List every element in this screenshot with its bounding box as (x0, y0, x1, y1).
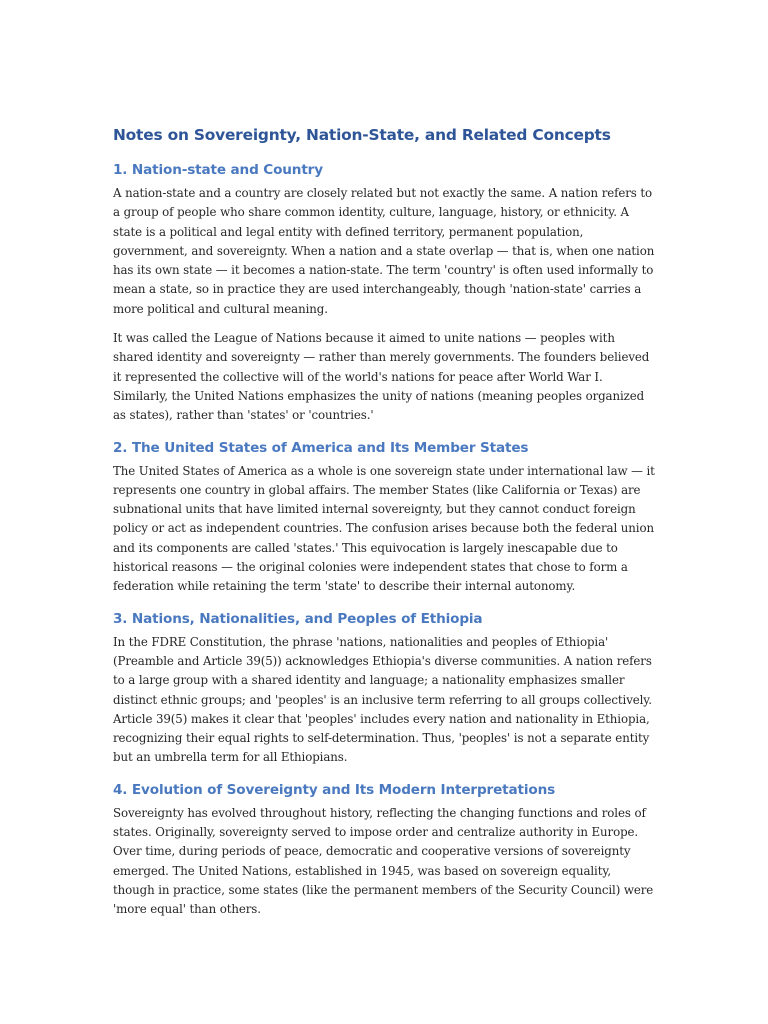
paragraph: Sovereignty has evolved throughout history, reflecting the changing functions and roles of states. Originally, sovereignty served to impose order and centralize authority in Europe. Over time, during periods of peace, democratic and cooperative versions of sovereignty emerged. The United Nations, established in 1945, was based on sovereign equality, though in practice, some states (like the permanent members of the Security Council) were 'more equal' than others. (113, 805, 654, 917)
paragraph: A nation-state and a country are closely related but not exactly the same. A nation refers to a group of people who share common identity, culture, language, history, or ethnicity. A state is a political and legal entity with defined territory, permanent population, government, and sovereignty. When a nation and a state overlap — that is, when one nation has its own state — it becomes a nation-state. The term 'country' is often used informally to mean a state, so in practice they are used interchangeably, though 'nation-state' carries a more political and cultural meaning. (113, 186, 655, 316)
section-usa-member-states (113, 437, 655, 597)
paragraph: The United States of America as a whole is one sovereign state under international law — it represents one country in global affairs. The member States (like California or Texas) are subnational units that have limited internal sovereignty, but they cannot conduct foreign policy or act as independent countries. The confusion arises because both the federal union and its components are called 'states.' This equivocation is largely inescapable due to historical reasons — the original colonies were independent states that chose to form a federation while retaining the term 'state' to describe their internal autonomy. (113, 463, 655, 594)
section-sovereignty-evolution (113, 779, 655, 920)
paragraph: It was called the League of Nations because it aimed to unite nations — peoples with shared identity and sovereignty — rather than merely governments. The founders believed it represented the collective will of the world's nations for peace after World War I. Similarly, the United Nations emphasizes the unity of nations (meaning peoples organized as states), rather than 'states' or 'countries.' (113, 331, 650, 423)
section-nation-state (113, 159, 655, 426)
document-title: Notes on Sovereignty, Nation-State, and Related Concepts (113, 126, 611, 144)
section-heading: 1. Nation-state and Country (113, 162, 323, 178)
document-page (113, 122, 655, 930)
paragraph: In the FDRE Constitution, the phrase 'nations, nationalities and peoples of Ethiopia' (Preamble and Article 39(5)) acknowledges Ethiopia's diverse communities. A nation refers to a large group with a shared identity and language; a nationality emphasizes smaller distinct ethnic groups; and 'peoples' is an inclusive term referring to all groups collectively. Article 39(5) makes it clear that 'peoples' includes every nation and nationality in Ethiopia, recognizing their equal rights to self-determination. Thus, 'peoples' is not a separate entity but an umbrella term for all Ethiopians. (113, 634, 652, 765)
section-heading: 4. Evolution of Sovereignty and Its Modern Interpretations (113, 781, 556, 798)
section-ethiopia-peoples (113, 608, 655, 768)
section-heading: 2. The United States of America and Its Member States (113, 439, 529, 456)
section-heading: 3. Nations, Nationalities, and Peoples of Ethiopia (113, 610, 483, 627)
